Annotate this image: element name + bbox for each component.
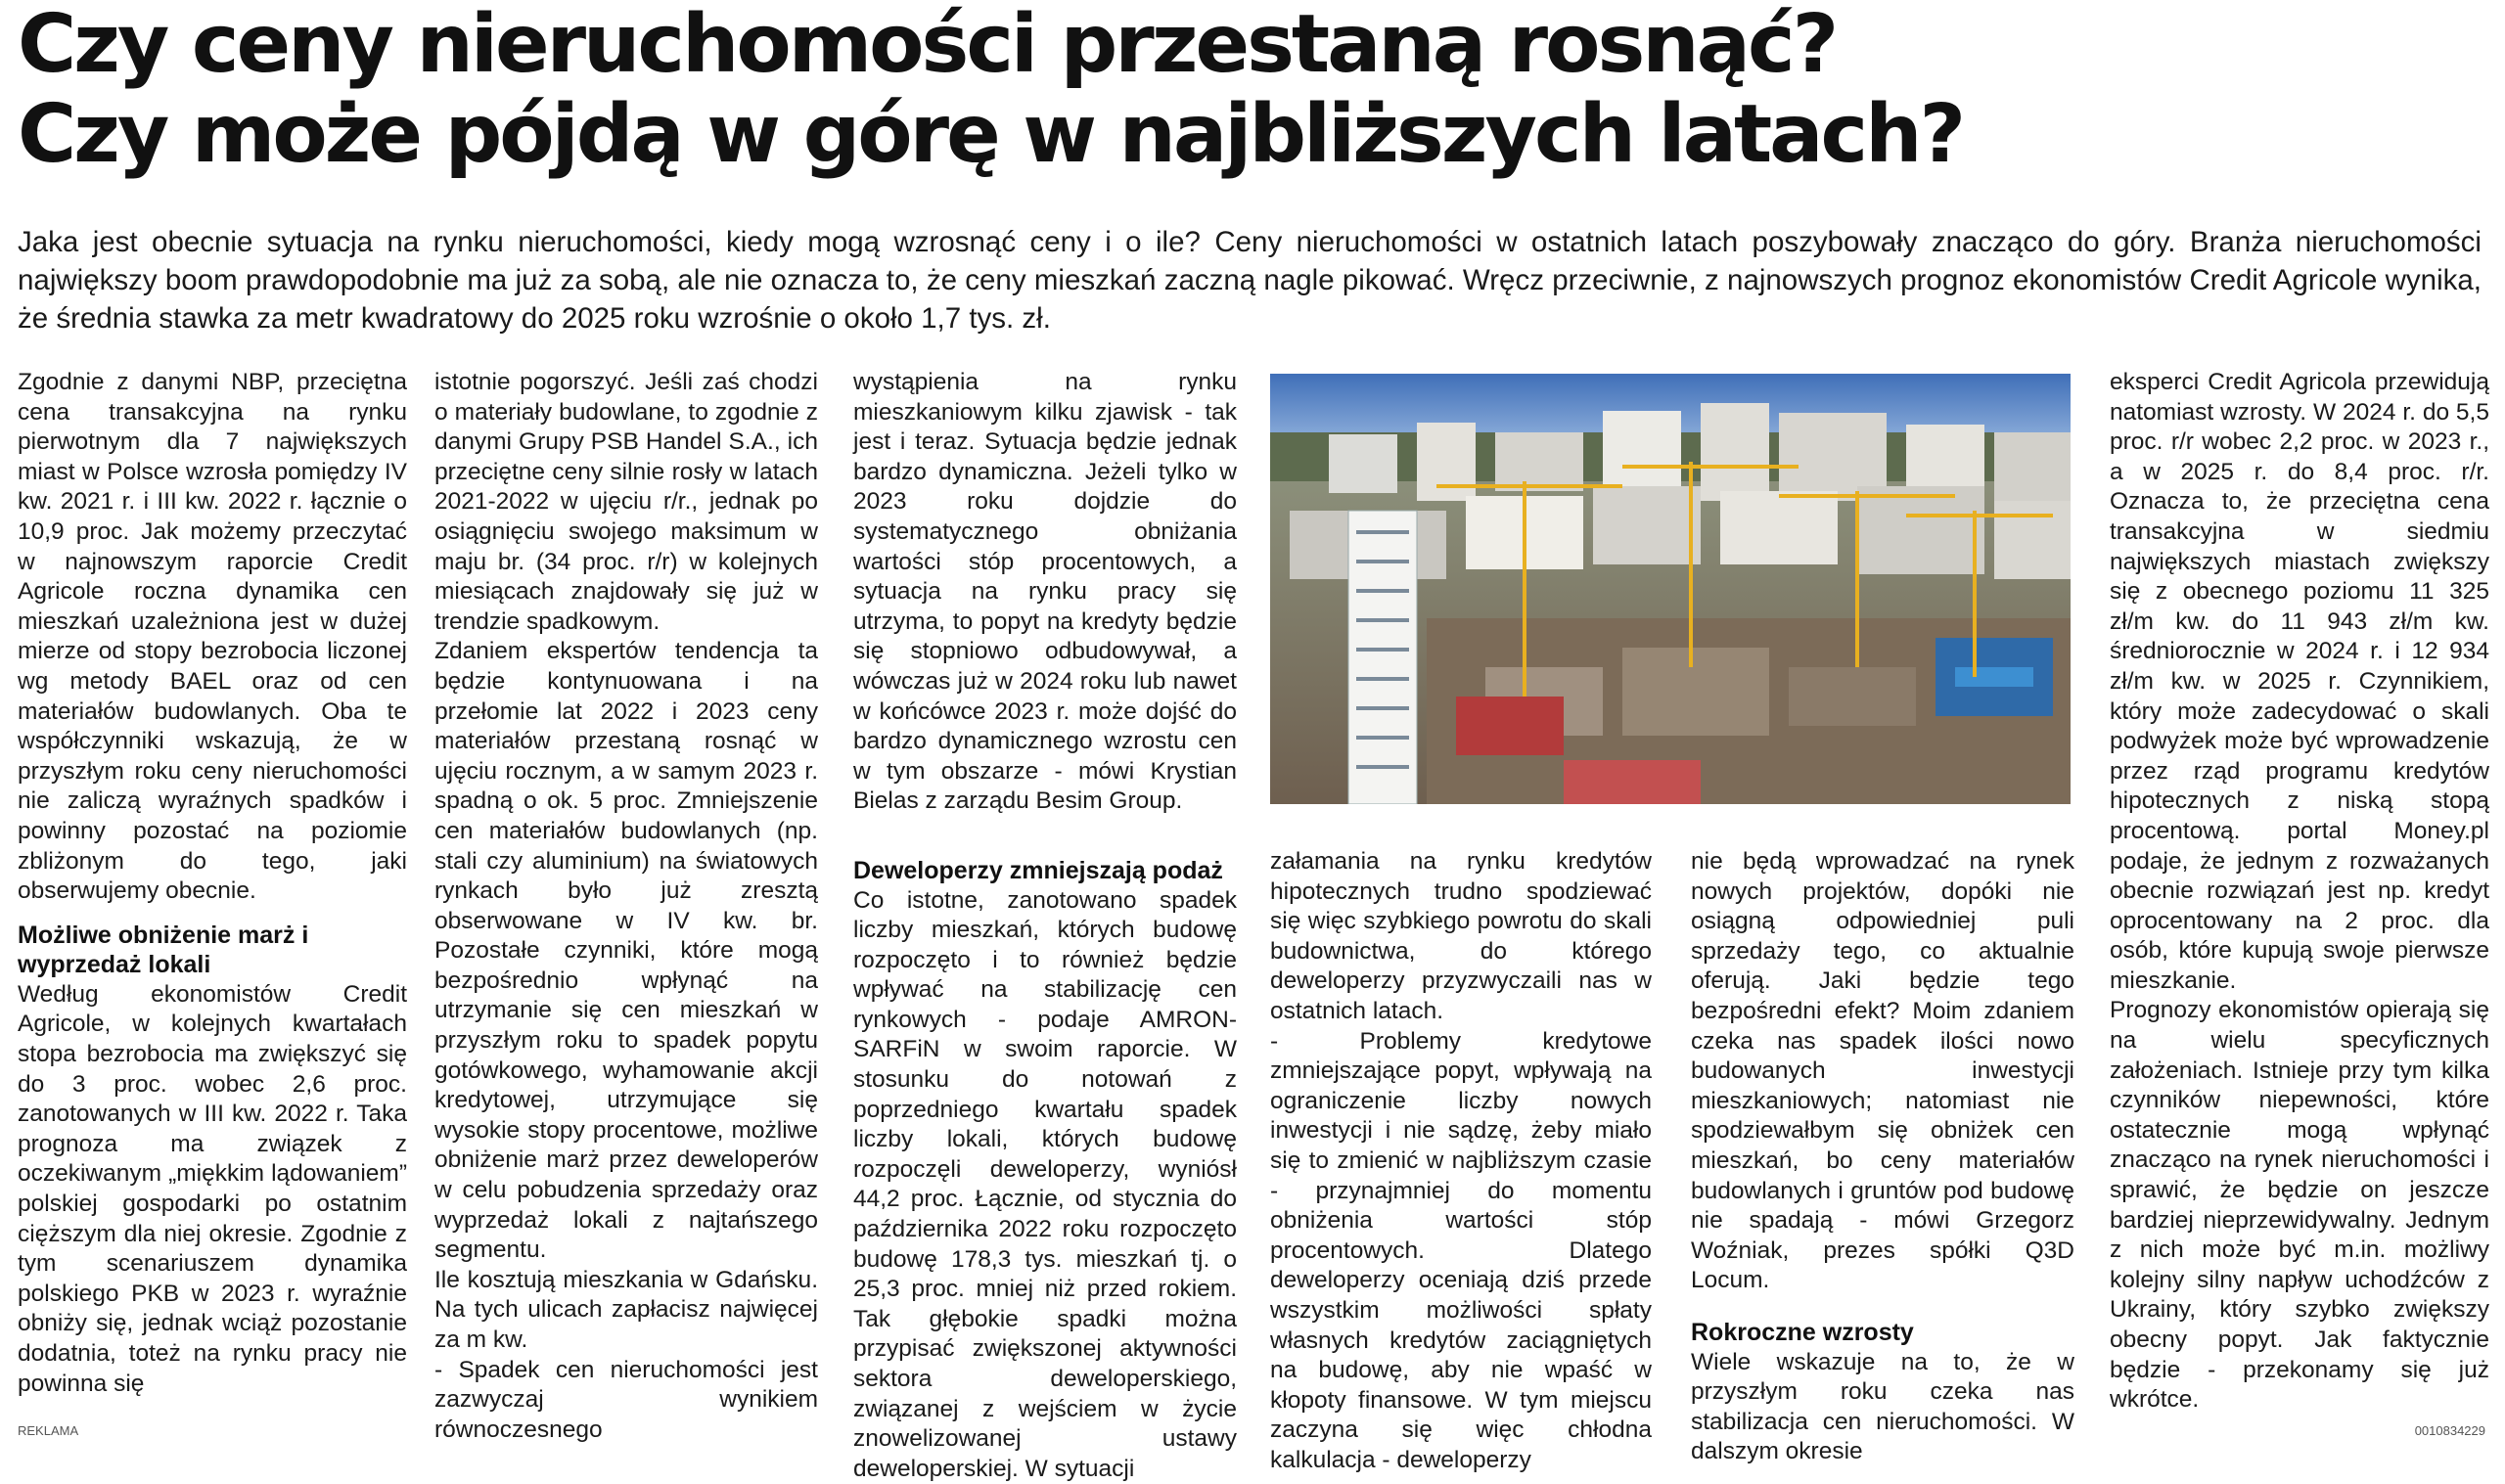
col2-paragraph-2: Zdaniem ekspertów tendencja ta będzie kontynuowana i na przełomie lat 2022 i 2023 ceny materiałów przestaną rosnąć w ujęciu rocznym, a w samym 2023 r. spadną o ok. 5 proc. Zmniejszenie cen materiałów budowlanych (np. stali czy aluminium) na światowych rynkach było już zresztą obserwowane w IV kw. br. Pozostałe czynniki, które mogą bezpośrednio wpłynąć na utrzymanie się cen mieszkań w przyszłym roku to spadek popytu gotówkowego, wyhamowanie akcji kredytowej, utrzymujące się wysokie stopy procentowe, możliwe obniżenie marż przez deweloperów w celu pobudzenia sprzedaży oraz wyprzedaż lokali z najtańszego segmentu. <box>434 637 818 1265</box>
headline <box>18 0 2483 180</box>
col2-paragraph-1: istotnie pogorszyć. Jeśli zaś chodzi o materiały budowlane, to zgodnie z danymi Grupy PSB Handel S.A., ich przeciętne ceny silnie rosły w latach 2021-2022 w ujęciu r/r., jednak po osiągnięciu swojego maksimum w maju br. (34 proc. r/r) w kolejnych miesiącach znajdowały się już w trendzie spadkowym. <box>434 368 818 637</box>
col1-paragraph-1: Zgodnie z danymi NBP, przeciętna cena transakcyjna na rynku pierwotnym dla 7 największych miast w Polsce wzrosła pomiędzy IV kw. 2021 r. i III kw. 2022 r. łącznie o 10,9 proc. Jak możemy przeczytać w najnowszym raporcie Credit Agricole roczna dynamika cen mieszkań uzależniona jest w dużej mierze od stopy bezrobocia liczonej wg metody BAEL oraz od cen materiałów budowlanych. Oba te współczynniki wskazują, że w przyszłym roku ceny nieruchomości nie zaliczą wyraźnych spadków i powinny pozostać na poziomie zbliżonym do tego, jaki obserwujemy obecnie. <box>18 368 407 907</box>
col3-paragraph-2: Co istotne, zanotowano spadek liczby mieszkań, których budowę rozpoczęto i to również będzie wpływać na stabilizację cen rynkowych - podaje AMRON-SARFiN w swoim raporcie. W stosunku do notowań z poprzedniego kwartału spadek liczby lokali, których budowę rozpoczęli deweloperzy, wyniósł 44,2 proc. Łącznie, od stycznia do października 2022 roku rozpoczęto budowę 178,3 tys. mieszkań tj. o 25,3 proc. mniej niż przed rokiem. Tak głębokie spadki można przypisać zwiększonej aktywności sektora deweloperskiego, związanej z wejściem w życie znowelizowanej ustawy deweloperskiej. W sytuacji <box>853 886 1237 1484</box>
column-2 <box>434 368 818 1445</box>
col6-paragraph-2: Prognozy ekonomistów opierają się na wielu specyficznych założeniach. Istnieje przy tym kilka czynników niepewności, które ostatecznie mogą wpłynąć znacząco na rynek nieruchomości i sprawić, że będzie on jeszcze bardziej nieprzewidywalny. Jednym z nich może być m.in. możliwy kolejny silny napływ uchodźców z Ukrainy, który szybko zwiększy obecny popyt. Jak faktycznie będzie - przekonamy się już wkrótce. <box>2110 996 2489 1415</box>
lead-paragraph: Jaka jest obecnie sytuacja na rynku nieruchomości, kiedy mogą wzrosnąć ceny i o ile? Ceny nieruchomości w ostatnich latach poszybowały znacząco do góry. Branża nieruchomości największy boom prawdopodobnie ma już za sobą, ale nie oznacza to, że ceny mieszkań zaczną nagle pikować. Wręcz przeciwnie, z najnowszych prognoz ekonomistów Credit Agricole wynika, że średnia stawka za metr kwadratowy do 2025 roku wzrośnie o około 1,7 tys. zł. <box>18 223 2482 337</box>
col5-subheading: Rokroczne wzrosty <box>1691 1318 2074 1348</box>
column-4 <box>1270 847 1652 1475</box>
column-1 <box>18 368 407 1399</box>
column-5 <box>1691 847 2074 1467</box>
col2-paragraph-3: Ile kosztują mieszkania w Gdańsku. Na tych ulicach zapłacisz najwięcej za m kw. <box>434 1266 818 1356</box>
col1-subheading: Możliwe obniżenie marż i wyprzedaż lokali <box>18 921 407 980</box>
footer-code: 0010834229 <box>2415 1424 2485 1437</box>
headline-line-1: Czy ceny nieruchomości przestaną rosnąć? <box>18 0 2483 90</box>
col5-paragraph-1: nie będą wprowadzać na rynek nowych projektów, dopóki nie osiągną odpowiedniej puli sprzedaży tego, co aktualnie oferują. Jaki będzie tego bezpośredni efekt? Moim zdaniem czeka nas spadek ilości nowo budowanych inwestycji mieszkaniowych; natomiast nie spodziewałbym się obniżek cen mieszkań, bo ceny materiałów budowlanych i gruntów pod budowę nie spadają - mówi Grzegorz Woźniak, prezes spółki Q3D Locum. <box>1691 847 2074 1296</box>
col4-paragraph-2: - Problemy kredytowe zmniejszające popyt, wpływają na ograniczenie liczby nowych inwestycji i nie sądzę, żeby miało się to zmienić w najbliższym czasie - przynajmniej do momentu obniżenia wartości stóp procentowych. Dlatego deweloperzy oceniają dziś przede wszystkim możliwości spłaty własnych kredytów zaciągniętych na budowę, aby nie wpaść w kłopoty finansowe. W tym miejscu zaczyna się więc chłodna kalkulacja - deweloperzy <box>1270 1027 1652 1476</box>
construction-photo <box>1270 374 2071 804</box>
col3-subheading: Deweloperzy zmniejszają podaż <box>853 856 1237 886</box>
col3-paragraph-1: wystąpienia na rynku mieszkaniowym kilku zjawisk - tak jest i teraz. Sytuacja będzie jednak bardzo dynamiczna. Jeżeli tylko w 2023 roku dojdzie do systematycznego obniżania wartości stóp procentowych, a sytuacja na rynku pracy się utrzyma, to popyt na kredyty będzie się stopniowo odbudowywał, a wówczas już w 2024 roku lub nawet w końcówce 2023 r. może dojść do bardzo dynamicznego wzrostu cen w tym obszarze - mówi Krystian Bielas z zarządu Besim Group. <box>853 368 1237 817</box>
headline-line-2: Czy może pójdą w górę w najbliższych latach? <box>18 90 2483 180</box>
city-construction-illustration <box>1270 374 2071 804</box>
col2-paragraph-4: - Spadek cen nieruchomości jest zazwyczaj wynikiem równoczesnego <box>434 1356 818 1446</box>
col4-paragraph-1: załamania na rynku kredytów hipotecznych trudno spodziewać się więc szybkiego powrotu do skali budownictwa, do którego deweloperzy przyzwyczaili nas w ostatnich latach. <box>1270 847 1652 1027</box>
column-6 <box>2110 368 2489 1416</box>
footer-ad-label: REKLAMA <box>18 1424 78 1437</box>
col5-paragraph-2: Wiele wskazuje na to, że w przyszłym roku czeka nas stabilizacja cen nieruchomości. W dalszym okresie <box>1691 1348 2074 1467</box>
col6-paragraph-1: eksperci Credit Agricola przewidują natomiast wzrosty. W 2024 r. do 5,5 proc. r/r wobec 2,2 proc. w 2023 r., a w 2025 r. do 8,4 proc. r/r. Oznacza to, że przeciętna cena transakcyjna w siedmiu największych miastach zwiększy się z obecnego poziomu 11 325 zł/m kw. do 11 943 zł/m kw. średniorocznie w 2024 r. i 12 934 zł/m kw. w 2025 r. Czynnikiem, który może zadecydować o skali podwyżek może być wprowadzenie przez rząd programu kredytów hipotecznych z niską stopą procentową. portal Money.pl podaje, że jednym z rozważanych obecnie rozwiązań jest np. kredyt oprocentowany na 2 proc. dla osób, które kupują swoje pierwsze mieszkanie. <box>2110 368 2489 996</box>
col1-paragraph-2: Według ekonomistów Credit Agricole, w kolejnych kwartałach stopa bezrobocia ma zwiększyć się do 3 proc. wobec 2,6 proc. zanotowanych w III kw. 2022 r. Taka prognoza ma związek z oczekiwanym „miękkim lądowaniem” polskiej gospodarki po ostatnim cięższym dla niej okresie. Zgodnie z tym scenariuszem dynamika polskiego PKB w 2023 r. wyraźnie obniży się, jednak wciąż pozostanie dodatnia, toteż na rynku pracy nie powinna się <box>18 980 407 1399</box>
column-3 <box>853 368 1237 1484</box>
